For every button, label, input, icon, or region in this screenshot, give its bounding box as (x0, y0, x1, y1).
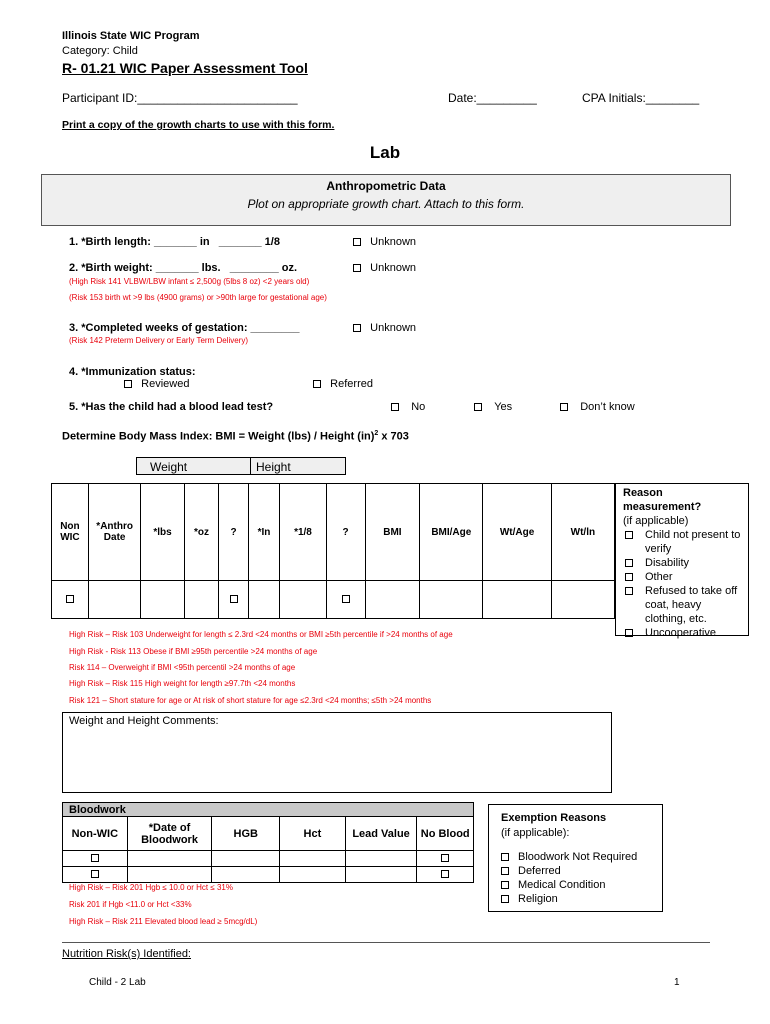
header-lead: Lead Value (345, 817, 417, 851)
comments-box[interactable] (62, 712, 612, 793)
risk-note: (High Risk 141 VLBW/LBW infant ≤ 2,500g (5lbs 8 oz) <2 years old) (69, 277, 310, 286)
header-bmi-age: BMI/Age (420, 484, 483, 581)
lead-cell[interactable] (345, 867, 417, 883)
bmi-risk: High Risk - Risk 113 Obese if BMI ≥95th percentile >24 months of age (69, 647, 318, 656)
no-blood-cell[interactable] (417, 867, 474, 883)
measurement-table (51, 483, 615, 619)
header-date: *Date of Bloodwork (127, 817, 212, 851)
reason-option[interactable]: Other (623, 570, 748, 584)
cpa-initials-field[interactable]: CPA Initials:________ (582, 91, 700, 105)
reason-option[interactable]: Child not present to verify (623, 528, 748, 556)
section-title: Lab (369, 143, 401, 162)
question-immunization: 4. *Immunization status: (69, 366, 196, 378)
weight-flag-cell[interactable] (219, 581, 248, 619)
header-in: *In (248, 484, 280, 581)
no-blood-cell[interactable] (417, 851, 474, 867)
header-wt-ln: Wt/ln (551, 484, 614, 581)
reason-option[interactable]: Refused to take off coat, heavy clothing, etc. (623, 584, 748, 626)
header-wt-age: Wt/Age (483, 484, 551, 581)
lead-cell[interactable] (345, 851, 417, 867)
banner-title: Anthropometric Data (326, 179, 446, 193)
reason-measurement-box (615, 483, 749, 639)
lbs-cell[interactable] (141, 581, 184, 619)
bmi-formula: Determine Body Mass Index: BMI = Weight (lbs) / Height (in)$^2$ x 703 (62, 430, 409, 443)
blood-risk: Risk 201 if Hgb <11.0 or Hct <33% (69, 900, 192, 909)
hct-cell[interactable] (280, 851, 346, 867)
footer-left: Child - 2 Lab (89, 977, 146, 988)
hct-cell[interactable] (280, 867, 346, 883)
header-eighth: *1/8 (280, 484, 326, 581)
exemption-box (488, 804, 663, 912)
header-hct: Hct (280, 817, 346, 851)
reason-option[interactable]: Uncooperative (623, 626, 748, 640)
divider-line (62, 942, 710, 943)
bmi-risk: Risk 114 – Overweight if BMI <95th percentil >24 months of age (69, 663, 296, 672)
nutrition-risk-label: Nutrition Risk(s) Identified: (62, 948, 191, 960)
reason-subtitle: (if applicable) (623, 515, 689, 527)
dont-know-option[interactable]: Don’t know (560, 401, 635, 413)
non-wic-cell[interactable] (63, 851, 128, 867)
yes-option[interactable]: Yes (474, 401, 512, 413)
eighth-cell[interactable] (280, 581, 326, 619)
bmi-risk: Risk 121 – Short stature for age or At risk of short stature for age ≤2.3rd <24 months; ≤5th >24 months (69, 696, 432, 705)
header-bmi: BMI (365, 484, 420, 581)
weight-height-header (136, 457, 346, 475)
participant-id-field[interactable]: Participant ID:________________________ (62, 91, 298, 105)
reason-title: Reason measurement? (623, 487, 702, 513)
date-cell[interactable] (127, 851, 212, 867)
height-flag-cell[interactable] (326, 581, 365, 619)
program-name: Illinois State WIC Program (62, 30, 200, 42)
wt-age-cell[interactable] (483, 581, 551, 619)
exemption-option[interactable]: Religion (501, 893, 558, 905)
bmi-age-cell[interactable] (420, 581, 483, 619)
page-number: 1 (674, 977, 680, 988)
exemption-title: Exemption Reasons (501, 812, 607, 824)
blood-risk: High Risk – Risk 201 Hgb ≤ 10.0 or Hct ≤ 31% (69, 883, 233, 892)
blood-risk: High Risk – Risk 211 Elevated blood lead ≥ 5mcg/dL) (69, 917, 258, 926)
header-non-wic: Non WIC (52, 484, 89, 581)
weight-label: Weight (150, 460, 188, 474)
non-wic-cell[interactable] (63, 867, 128, 883)
date-cell[interactable] (127, 867, 212, 883)
reviewed-option[interactable]: Reviewed (124, 378, 189, 390)
reason-option[interactable]: Disability (623, 556, 748, 570)
exemption-option[interactable]: Deferred (501, 865, 561, 877)
form-title: R- 01.21 WIC Paper Assessment Tool (62, 60, 308, 76)
hgb-cell[interactable] (212, 851, 280, 867)
exemption-option[interactable]: Bloodwork Not Required (501, 851, 637, 863)
exemption-option[interactable]: Medical Condition (501, 879, 605, 891)
unknown-option[interactable]: Unknown (353, 236, 416, 248)
divider (250, 458, 251, 474)
bmi-cell[interactable] (365, 581, 420, 619)
hgb-cell[interactable] (212, 867, 280, 883)
question-gestation: 3. *Completed weeks of gestation: ________ (69, 322, 300, 334)
category: Category: Child (62, 45, 138, 57)
no-option[interactable]: No (391, 401, 425, 413)
question-lead-test: 5. *Has the child had a blood lead test? (69, 401, 274, 413)
oz-cell[interactable] (184, 581, 219, 619)
bloodwork-table (62, 802, 474, 883)
unknown-option[interactable]: Unknown (353, 262, 416, 274)
comments-label: Weight and Height Comments: (69, 715, 219, 727)
bloodwork-title: Bloodwork (63, 803, 474, 817)
header-oz: *oz (184, 484, 219, 581)
question-birth-weight: 2. *Birth weight: _______ lbs. ________ oz. (69, 262, 298, 274)
date-field[interactable]: Date:_________ (448, 91, 537, 105)
risk-note: (Risk 142 Preterm Delivery or Early Term Delivery) (69, 336, 248, 345)
risk-note: (Risk 153 birth wt >9 lbs (4900 grams) or >90th large for gestational age) (69, 293, 327, 302)
unknown-option[interactable]: Unknown (353, 322, 416, 334)
anthro-date-cell[interactable] (88, 581, 141, 619)
exemption-subtitle: (if applicable): (501, 827, 570, 839)
header-no-blood: No Blood (417, 817, 474, 851)
print-note: Print a copy of the growth charts to use with this form. (62, 119, 335, 131)
non-wic-cell[interactable] (52, 581, 89, 619)
referred-option[interactable]: Referred (313, 378, 373, 390)
in-cell[interactable] (248, 581, 280, 619)
question-birth-length: 1. *Birth length: _______ in _______ 1/8 (69, 236, 280, 248)
header-question-1: ? (219, 484, 248, 581)
header-lbs: *lbs (141, 484, 184, 581)
header-non-wic: Non-WIC (63, 817, 128, 851)
bmi-risk: High Risk – Risk 103 Underweight for length ≤ 2.3rd <24 months or BMI ≥5th percentile if >24 months of age (69, 630, 453, 639)
banner-subtitle: Plot on appropriate growth chart. Attach to this form. (247, 197, 525, 211)
header-anthro-date: *Anthro Date (88, 484, 141, 581)
bmi-risk: High Risk – Risk 115 High weight for length ≥97.7th <24 months (69, 679, 296, 688)
height-label: Height (256, 460, 291, 474)
wt-ln-cell[interactable] (551, 581, 614, 619)
anthropometric-banner (41, 174, 731, 226)
header-question-2: ? (326, 484, 365, 581)
header-hgb: HGB (212, 817, 280, 851)
